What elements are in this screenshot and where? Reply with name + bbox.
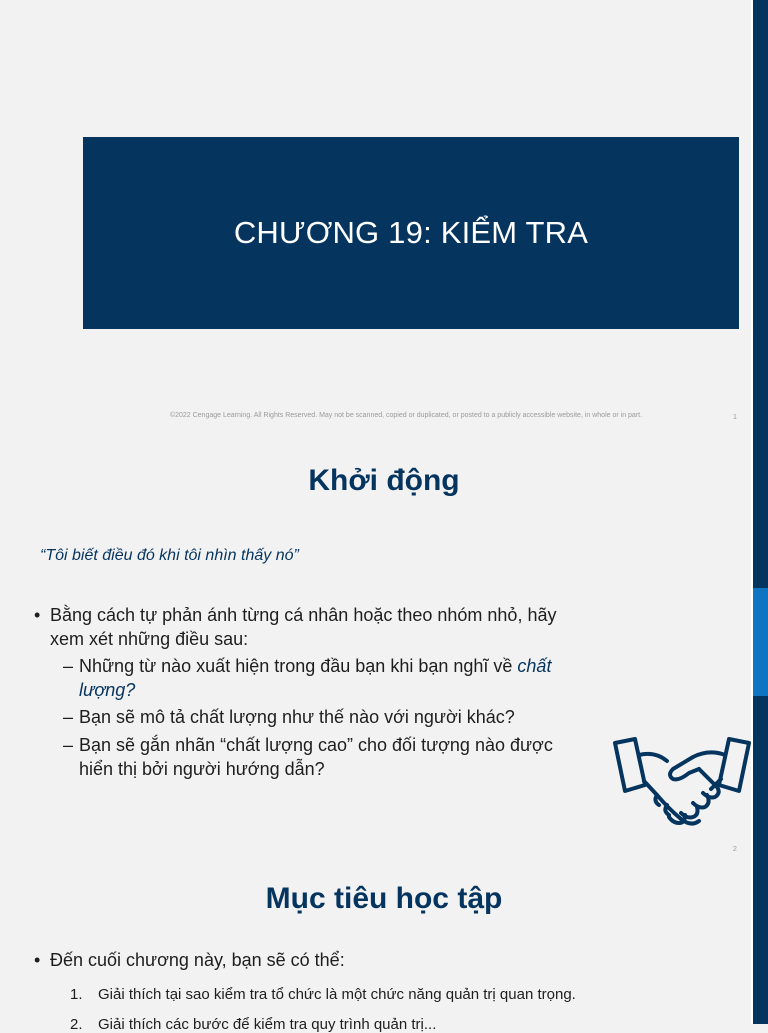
item-number: 2. [70,1016,83,1033]
sub-emphasis: lượng? [79,680,136,700]
side-bar-accent [753,588,768,696]
bullet-line: Đến cuối chương này, bạn sẽ có thể: [50,950,345,970]
sub-item-2 [63,705,515,729]
warmup-heading: Khởi động [308,464,460,497]
sub-item-3-cont [79,757,325,781]
sub-item-1-cont [79,678,135,702]
page-number-1: 1 [733,414,737,421]
numbered-item-1 [70,986,576,1003]
bullet-dot: • [34,950,41,970]
bullet-dot: • [34,605,41,625]
copyright-notice: ©2022 Cengage Learning. All Rights Reserved. May not be scanned, copied or duplicated, or posted to a publicly accessible website, in whole or in part. [169,412,643,419]
bullet-line: xem xét những điều sau: [50,629,249,649]
bullet-line: Bằng cách tự phản ánh từng cá nhân hoặc theo nhóm nhỏ, hãy [50,605,557,625]
side-bar [753,0,768,1024]
sub-dash: – [63,735,74,755]
sub-item-3 [63,733,553,757]
sub-text: Những từ nào xuất hiện trong đầu bạn khi bạn nghĩ về [79,656,513,676]
bullet-item [34,603,557,627]
sub-text: Bạn sẽ mô tả chất lượng như thế nào với người khác? [79,707,515,727]
sub-text: hiển thị bởi người hướng dẫn? [79,759,325,779]
objectives-heading: Mục tiêu học tập [265,882,503,915]
sub-dash: – [63,656,74,676]
handshake-icon [611,735,753,835]
quote-text: “Tôi biết điều đó khi tôi nhìn thấy nó” [40,547,299,564]
item-number: 1. [70,986,83,1003]
sub-text: Bạn sẽ gắn nhãn “chất lượng cao” cho đối tượng nào được [79,735,553,755]
sub-dash: – [63,707,74,727]
sub-emphasis: chất [517,656,552,676]
bullet-item [34,948,345,972]
title-banner [83,137,739,329]
item-text: Giải thích tại sao kiểm tra tổ chức là một chức năng quản trị quan trọng. [98,986,576,1003]
bullet-item-cont [50,627,248,651]
sub-item-1 [63,654,552,678]
item-text: Giải thích các bước để kiểm tra quy trình quản trị... [98,1016,437,1033]
page-number-2: 2 [733,846,737,853]
numbered-item-2 [70,1016,437,1033]
slide-title: CHƯƠNG 19: KIỂM TRA [233,215,589,250]
